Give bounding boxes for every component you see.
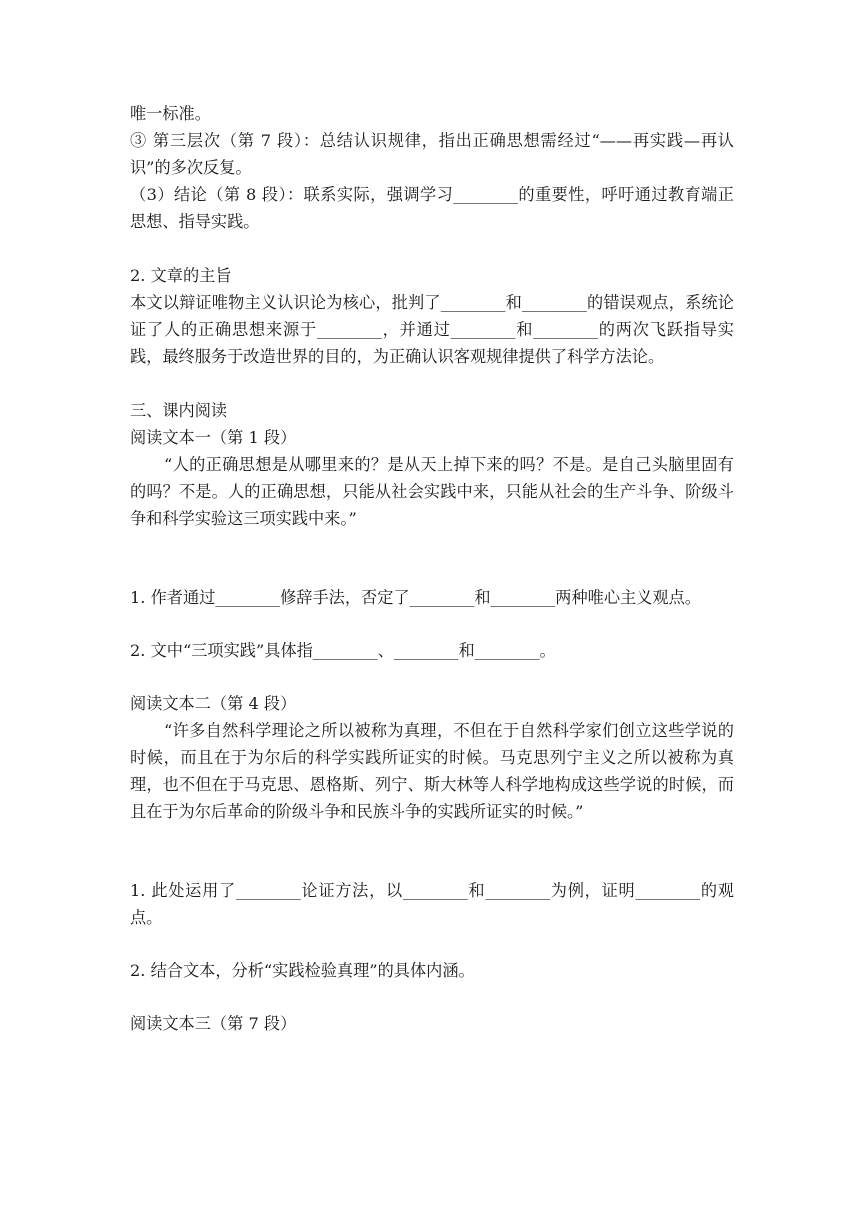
text-line: 唯一标准。 bbox=[130, 104, 211, 123]
section-heading-theme: 2. 文章的主旨 bbox=[130, 266, 232, 285]
theme-paragraph: 本文以辩证唯物主义认识论为核心，批判了________和________的错误观点，系统论证了人的正确思想来源于________，并通过________和________的两次飞跃指导实践，最终服务于改造世界的目的，为正确认识客观规律提供了科学方法论。 bbox=[130, 293, 734, 366]
section-heading-reading: 三、课内阅读 bbox=[130, 401, 228, 420]
question-2-1: 1. 此处运用了________论证方法，以________和________为例，证明________的观点。 bbox=[130, 881, 734, 927]
document-page bbox=[130, 100, 734, 1037]
outline-item-conclusion: （3）结论（第 8 段）：联系实际，强调学习________的重要性，呼吁通过教育端正思想、指导实践。 bbox=[130, 185, 734, 231]
question-1-1: 1. 作者通过________修辞手法，否定了________和________两种唯心主义观点。 bbox=[130, 588, 701, 607]
outline-item-third-level: ③ 第三层次（第 7 段）：总结认识规律，指出正确思想需经过“——再实践—再认识”的多次反复。 bbox=[130, 131, 734, 177]
reading-text-one-heading: 阅读文本一（第 1 段） bbox=[130, 428, 297, 447]
reading-text-two-heading: 阅读文本二（第 4 段） bbox=[130, 694, 297, 713]
reading-text-three-heading: 阅读文本三（第 7 段） bbox=[130, 1014, 297, 1033]
reading-text-one-quote: “人的正确思想是从哪里来的？是从天上掉下来的吗？不是。是自己头脑里固有的吗？不是。人的正确思想，只能从社会实践中来，只能从社会的生产斗争、阶级斗争和科学实验这三项实践中来。” bbox=[130, 455, 734, 528]
question-1-2: 2. 文中“三项实践”具体指________、________和________。 bbox=[130, 641, 556, 660]
reading-text-two-quote: “许多自然科学理论之所以被称为真理，不但在于自然科学家们创立这些学说的时候，而且在于为尔后的科学实践所证实的时候。马克思列宁主义之所以被称为真理，也不但在于马克思、恩格斯、列宁、斯大林等人科学地构成这些学说的时候，而且在于为尔后革命的阶级斗争和民族斗争的实践所证实的时候。” bbox=[130, 721, 734, 821]
question-2-2: 2. 结合文本，分析“实践检验真理”的具体内涵。 bbox=[130, 961, 475, 980]
